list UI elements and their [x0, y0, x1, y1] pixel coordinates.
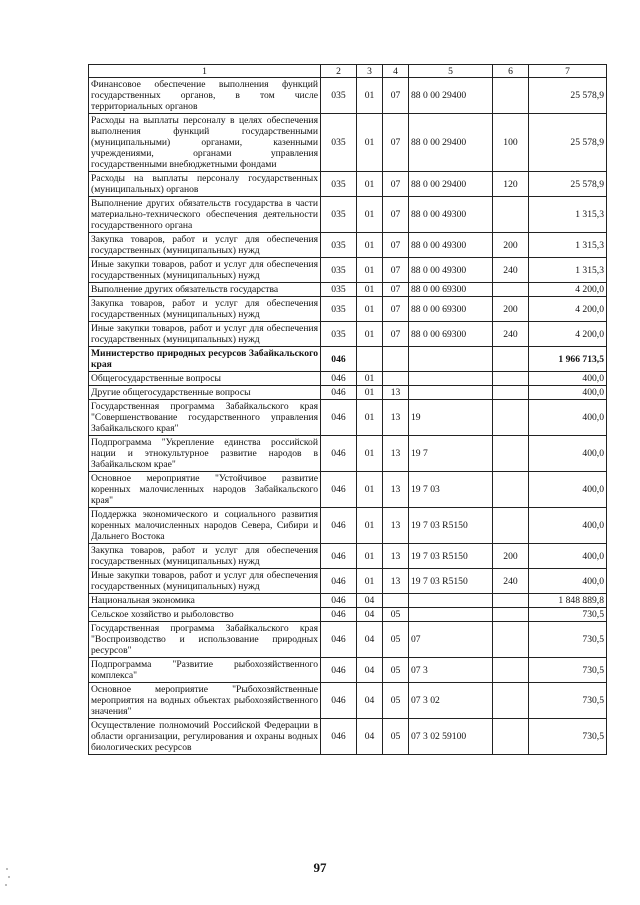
- subsection-code-cell: 13: [383, 508, 409, 544]
- column-header: 6: [493, 65, 529, 78]
- ministry-code-cell: 046: [321, 594, 357, 608]
- table-row: [89, 372, 607, 386]
- subsection-code-cell: 13: [383, 386, 409, 400]
- table-row: [89, 622, 607, 658]
- section-code-cell: 04: [357, 658, 383, 683]
- target-article-cell: 19 7 03 R5150: [409, 508, 493, 544]
- amount-cell: 400,0: [529, 436, 607, 472]
- target-article-cell: 19 7 03 R5150: [409, 569, 493, 594]
- ministry-code-cell: 046: [321, 436, 357, 472]
- expense-type-cell: [493, 197, 529, 233]
- section-code-cell: 01: [357, 508, 383, 544]
- expense-type-cell: [493, 283, 529, 297]
- subsection-code-cell: 05: [383, 622, 409, 658]
- row-name-cell: Закупка товаров, работ и услуг для обеспечения государственных (муниципальных) нужд: [89, 297, 321, 322]
- subsection-code-cell: 05: [383, 658, 409, 683]
- expense-type-cell: 100: [493, 114, 529, 172]
- table-row: [89, 233, 607, 258]
- expense-type-cell: [493, 472, 529, 508]
- expense-type-cell: [493, 608, 529, 622]
- table-row: [89, 347, 607, 372]
- amount-cell: 1 315,3: [529, 258, 607, 283]
- row-name-cell: Расходы на выплаты персоналу в целях обеспечения выполнения функций государственными (муниципальными) органами, казенными учреждениями, органами управления государственными внебюджетными фондами: [89, 114, 321, 172]
- expense-type-cell: [493, 400, 529, 436]
- target-article-cell: 07 3 02 59100: [409, 719, 493, 755]
- ministry-code-cell: 035: [321, 322, 357, 347]
- section-code-cell: 01: [357, 322, 383, 347]
- ministry-code-cell: 035: [321, 233, 357, 258]
- subsection-code-cell: [383, 347, 409, 372]
- table-row: [89, 594, 607, 608]
- expense-type-cell: 200: [493, 233, 529, 258]
- amount-cell: 4 200,0: [529, 283, 607, 297]
- section-code-cell: 01: [357, 283, 383, 297]
- expense-type-cell: 200: [493, 544, 529, 569]
- subsection-code-cell: 07: [383, 233, 409, 258]
- amount-cell: 400,0: [529, 544, 607, 569]
- section-code-cell: 01: [357, 386, 383, 400]
- table-row: [89, 569, 607, 594]
- row-name-cell: Основное мероприятие "Рыбохозяйственные мероприятия на водных объектах рыбохозяйственного значения": [89, 683, 321, 719]
- subsection-code-cell: 07: [383, 258, 409, 283]
- row-name-cell: Финансовое обеспечение выполнения функций государственных органов, в том числе территориальных органов: [89, 78, 321, 114]
- target-article-cell: [409, 347, 493, 372]
- column-header: 3: [357, 65, 383, 78]
- amount-cell: 400,0: [529, 569, 607, 594]
- expense-type-cell: 120: [493, 172, 529, 197]
- section-code-cell: 01: [357, 400, 383, 436]
- section-code-cell: 01: [357, 197, 383, 233]
- table-row: [89, 386, 607, 400]
- expense-type-cell: [493, 683, 529, 719]
- target-article-cell: 88 0 00 49300: [409, 197, 493, 233]
- subsection-code-cell: [383, 372, 409, 386]
- ministry-code-cell: 046: [321, 622, 357, 658]
- subsection-code-cell: 07: [383, 283, 409, 297]
- column-header: 4: [383, 65, 409, 78]
- ministry-code-cell: 035: [321, 172, 357, 197]
- section-code-cell: 01: [357, 297, 383, 322]
- table-row: [89, 400, 607, 436]
- section-code-cell: 01: [357, 436, 383, 472]
- subsection-code-cell: [383, 594, 409, 608]
- table-row: [89, 297, 607, 322]
- table-header-row: [89, 65, 607, 78]
- amount-cell: 730,5: [529, 622, 607, 658]
- amount-cell: 25 578,9: [529, 78, 607, 114]
- table-row: [89, 608, 607, 622]
- row-name-cell: Национальная экономика: [89, 594, 321, 608]
- section-code-cell: 01: [357, 258, 383, 283]
- amount-cell: 730,5: [529, 683, 607, 719]
- subsection-code-cell: 07: [383, 114, 409, 172]
- section-code-cell: 04: [357, 683, 383, 719]
- expense-type-cell: 200: [493, 297, 529, 322]
- table-row: [89, 683, 607, 719]
- subsection-code-cell: 05: [383, 719, 409, 755]
- row-name-cell: Общегосударственные вопросы: [89, 372, 321, 386]
- table-row: [89, 283, 607, 297]
- ministry-code-cell: 046: [321, 372, 357, 386]
- target-article-cell: 88 0 00 29400: [409, 78, 493, 114]
- section-code-cell: 04: [357, 719, 383, 755]
- row-name-cell: Иные закупки товаров, работ и услуг для обеспечения государственных (муниципальных) нужд: [89, 258, 321, 283]
- section-code-cell: [357, 347, 383, 372]
- table-row: [89, 544, 607, 569]
- section-code-cell: 01: [357, 172, 383, 197]
- ministry-code-cell: 046: [321, 608, 357, 622]
- ministry-code-cell: 046: [321, 569, 357, 594]
- table-row: [89, 436, 607, 472]
- section-code-cell: 01: [357, 78, 383, 114]
- subsection-code-cell: 05: [383, 683, 409, 719]
- budget-table: [88, 64, 607, 755]
- amount-cell: 400,0: [529, 472, 607, 508]
- table-row: [89, 658, 607, 683]
- section-code-cell: 01: [357, 472, 383, 508]
- subsection-code-cell: 13: [383, 400, 409, 436]
- subsection-code-cell: 07: [383, 197, 409, 233]
- ministry-code-cell: 046: [321, 400, 357, 436]
- ministry-code-cell: 035: [321, 258, 357, 283]
- target-article-cell: 88 0 00 49300: [409, 258, 493, 283]
- expense-type-cell: [493, 622, 529, 658]
- subsection-code-cell: 07: [383, 322, 409, 347]
- table-row: [89, 472, 607, 508]
- ministry-code-cell: 035: [321, 297, 357, 322]
- target-article-cell: 19 7 03 R5150: [409, 544, 493, 569]
- row-name-cell: Подпрограмма "Развитие рыбохозяйственного комплекса": [89, 658, 321, 683]
- row-name-cell: Другие общегосударственные вопросы: [89, 386, 321, 400]
- section-code-cell: 01: [357, 372, 383, 386]
- section-code-cell: 04: [357, 608, 383, 622]
- row-name-cell: Закупка товаров, работ и услуг для обеспечения государственных (муниципальных) нужд: [89, 233, 321, 258]
- scan-speck: [8, 876, 10, 878]
- subsection-code-cell: 07: [383, 297, 409, 322]
- column-header: 5: [409, 65, 493, 78]
- page-number: 97: [313, 860, 327, 875]
- expense-type-cell: [493, 508, 529, 544]
- amount-cell: 730,5: [529, 658, 607, 683]
- row-name-cell: Основное мероприятие "Устойчивое развитие коренных малочисленных народов Забайкальского края": [89, 472, 321, 508]
- table-row: [89, 172, 607, 197]
- row-name-cell: Сельское хозяйство и рыболовство: [89, 608, 321, 622]
- expense-type-cell: [493, 78, 529, 114]
- table-body: [89, 78, 607, 755]
- expense-type-cell: [493, 594, 529, 608]
- target-article-cell: 19 7: [409, 436, 493, 472]
- scan-speck: [5, 884, 7, 886]
- ministry-code-cell: 035: [321, 114, 357, 172]
- amount-cell: 1 315,3: [529, 197, 607, 233]
- ministry-code-cell: 035: [321, 78, 357, 114]
- expense-type-cell: [493, 658, 529, 683]
- subsection-code-cell: 07: [383, 172, 409, 197]
- expense-type-cell: [493, 372, 529, 386]
- target-article-cell: 19 7 03: [409, 472, 493, 508]
- column-header: 2: [321, 65, 357, 78]
- amount-cell: 400,0: [529, 400, 607, 436]
- amount-cell: 400,0: [529, 372, 607, 386]
- section-code-cell: 04: [357, 622, 383, 658]
- target-article-cell: [409, 386, 493, 400]
- row-name-cell: Закупка товаров, работ и услуг для обеспечения государственных (муниципальных) нужд: [89, 544, 321, 569]
- section-code-cell: 04: [357, 594, 383, 608]
- amount-cell: 400,0: [529, 386, 607, 400]
- row-name-cell: Иные закупки товаров, работ и услуг для обеспечения государственных (муниципальных) нужд: [89, 569, 321, 594]
- target-article-cell: 88 0 00 29400: [409, 172, 493, 197]
- expense-type-cell: [493, 386, 529, 400]
- amount-cell: 1 848 889,8: [529, 594, 607, 608]
- amount-cell: 730,5: [529, 608, 607, 622]
- table-row: [89, 78, 607, 114]
- subsection-code-cell: 13: [383, 569, 409, 594]
- target-article-cell: 07 3: [409, 658, 493, 683]
- target-article-cell: 88 0 00 69300: [409, 322, 493, 347]
- table-row: [89, 197, 607, 233]
- ministry-code-cell: 046: [321, 658, 357, 683]
- expense-type-cell: 240: [493, 569, 529, 594]
- ministry-code-cell: 046: [321, 472, 357, 508]
- table-row: [89, 719, 607, 755]
- amount-cell: 4 200,0: [529, 297, 607, 322]
- subsection-code-cell: 13: [383, 436, 409, 472]
- target-article-cell: 07: [409, 622, 493, 658]
- target-article-cell: [409, 594, 493, 608]
- section-code-cell: 01: [357, 569, 383, 594]
- row-name-cell: Министерство природных ресурсов Забайкальского края: [89, 347, 321, 372]
- target-article-cell: 88 0 00 49300: [409, 233, 493, 258]
- row-name-cell: Выполнение других обязательств государства: [89, 283, 321, 297]
- subsection-code-cell: 07: [383, 78, 409, 114]
- row-name-cell: Выполнение других обязательств государства в части материально-технического обеспечения деятельности государственного органа: [89, 197, 321, 233]
- amount-cell: 400,0: [529, 508, 607, 544]
- column-header: 7: [529, 65, 607, 78]
- expense-type-cell: [493, 436, 529, 472]
- amount-cell: 25 578,9: [529, 114, 607, 172]
- column-header: 1: [89, 65, 321, 78]
- amount-cell: 1 966 713,5: [529, 347, 607, 372]
- amount-cell: 1 315,3: [529, 233, 607, 258]
- table-row: [89, 258, 607, 283]
- row-name-cell: Поддержка экономического и социального развития коренных малочисленных народов Севера, Сибири и Дальнего Востока: [89, 508, 321, 544]
- target-article-cell: 19: [409, 400, 493, 436]
- expense-type-cell: [493, 347, 529, 372]
- table-row: [89, 508, 607, 544]
- subsection-code-cell: 13: [383, 544, 409, 569]
- ministry-code-cell: 046: [321, 508, 357, 544]
- ministry-code-cell: 046: [321, 347, 357, 372]
- expense-type-cell: [493, 719, 529, 755]
- row-name-cell: Подпрограмма "Укрепление единства российской нации и этнокультурное развитие народов в Забайкальском крае": [89, 436, 321, 472]
- row-name-cell: Расходы на выплаты персоналу государственных (муниципальных) органов: [89, 172, 321, 197]
- row-name-cell: Государственная программа Забайкальского края "Совершенствование государственного управления Забайкальского края": [89, 400, 321, 436]
- row-name-cell: Иные закупки товаров, работ и услуг для обеспечения государственных (муниципальных) нужд: [89, 322, 321, 347]
- amount-cell: 4 200,0: [529, 322, 607, 347]
- subsection-code-cell: 13: [383, 472, 409, 508]
- ministry-code-cell: 035: [321, 197, 357, 233]
- row-name-cell: Государственная программа Забайкальского края "Воспроизводство и использование природных ресурсов": [89, 622, 321, 658]
- scan-speck: [6, 868, 8, 870]
- amount-cell: 25 578,9: [529, 172, 607, 197]
- target-article-cell: [409, 608, 493, 622]
- target-article-cell: 88 0 00 29400: [409, 114, 493, 172]
- ministry-code-cell: 035: [321, 283, 357, 297]
- section-code-cell: 01: [357, 114, 383, 172]
- target-article-cell: 88 0 00 69300: [409, 283, 493, 297]
- section-code-cell: 01: [357, 544, 383, 569]
- section-code-cell: 01: [357, 233, 383, 258]
- table-row: [89, 322, 607, 347]
- row-name-cell: Осуществление полномочий Российской Федерации в области организации, регулирования и охраны водных биологических ресурсов: [89, 719, 321, 755]
- ministry-code-cell: 046: [321, 544, 357, 569]
- expense-type-cell: 240: [493, 258, 529, 283]
- target-article-cell: 07 3 02: [409, 683, 493, 719]
- ministry-code-cell: 046: [321, 386, 357, 400]
- subsection-code-cell: 05: [383, 608, 409, 622]
- expense-type-cell: 240: [493, 322, 529, 347]
- target-article-cell: 88 0 00 69300: [409, 297, 493, 322]
- amount-cell: 730,5: [529, 719, 607, 755]
- target-article-cell: [409, 372, 493, 386]
- ministry-code-cell: 046: [321, 683, 357, 719]
- table-row: [89, 114, 607, 172]
- ministry-code-cell: 046: [321, 719, 357, 755]
